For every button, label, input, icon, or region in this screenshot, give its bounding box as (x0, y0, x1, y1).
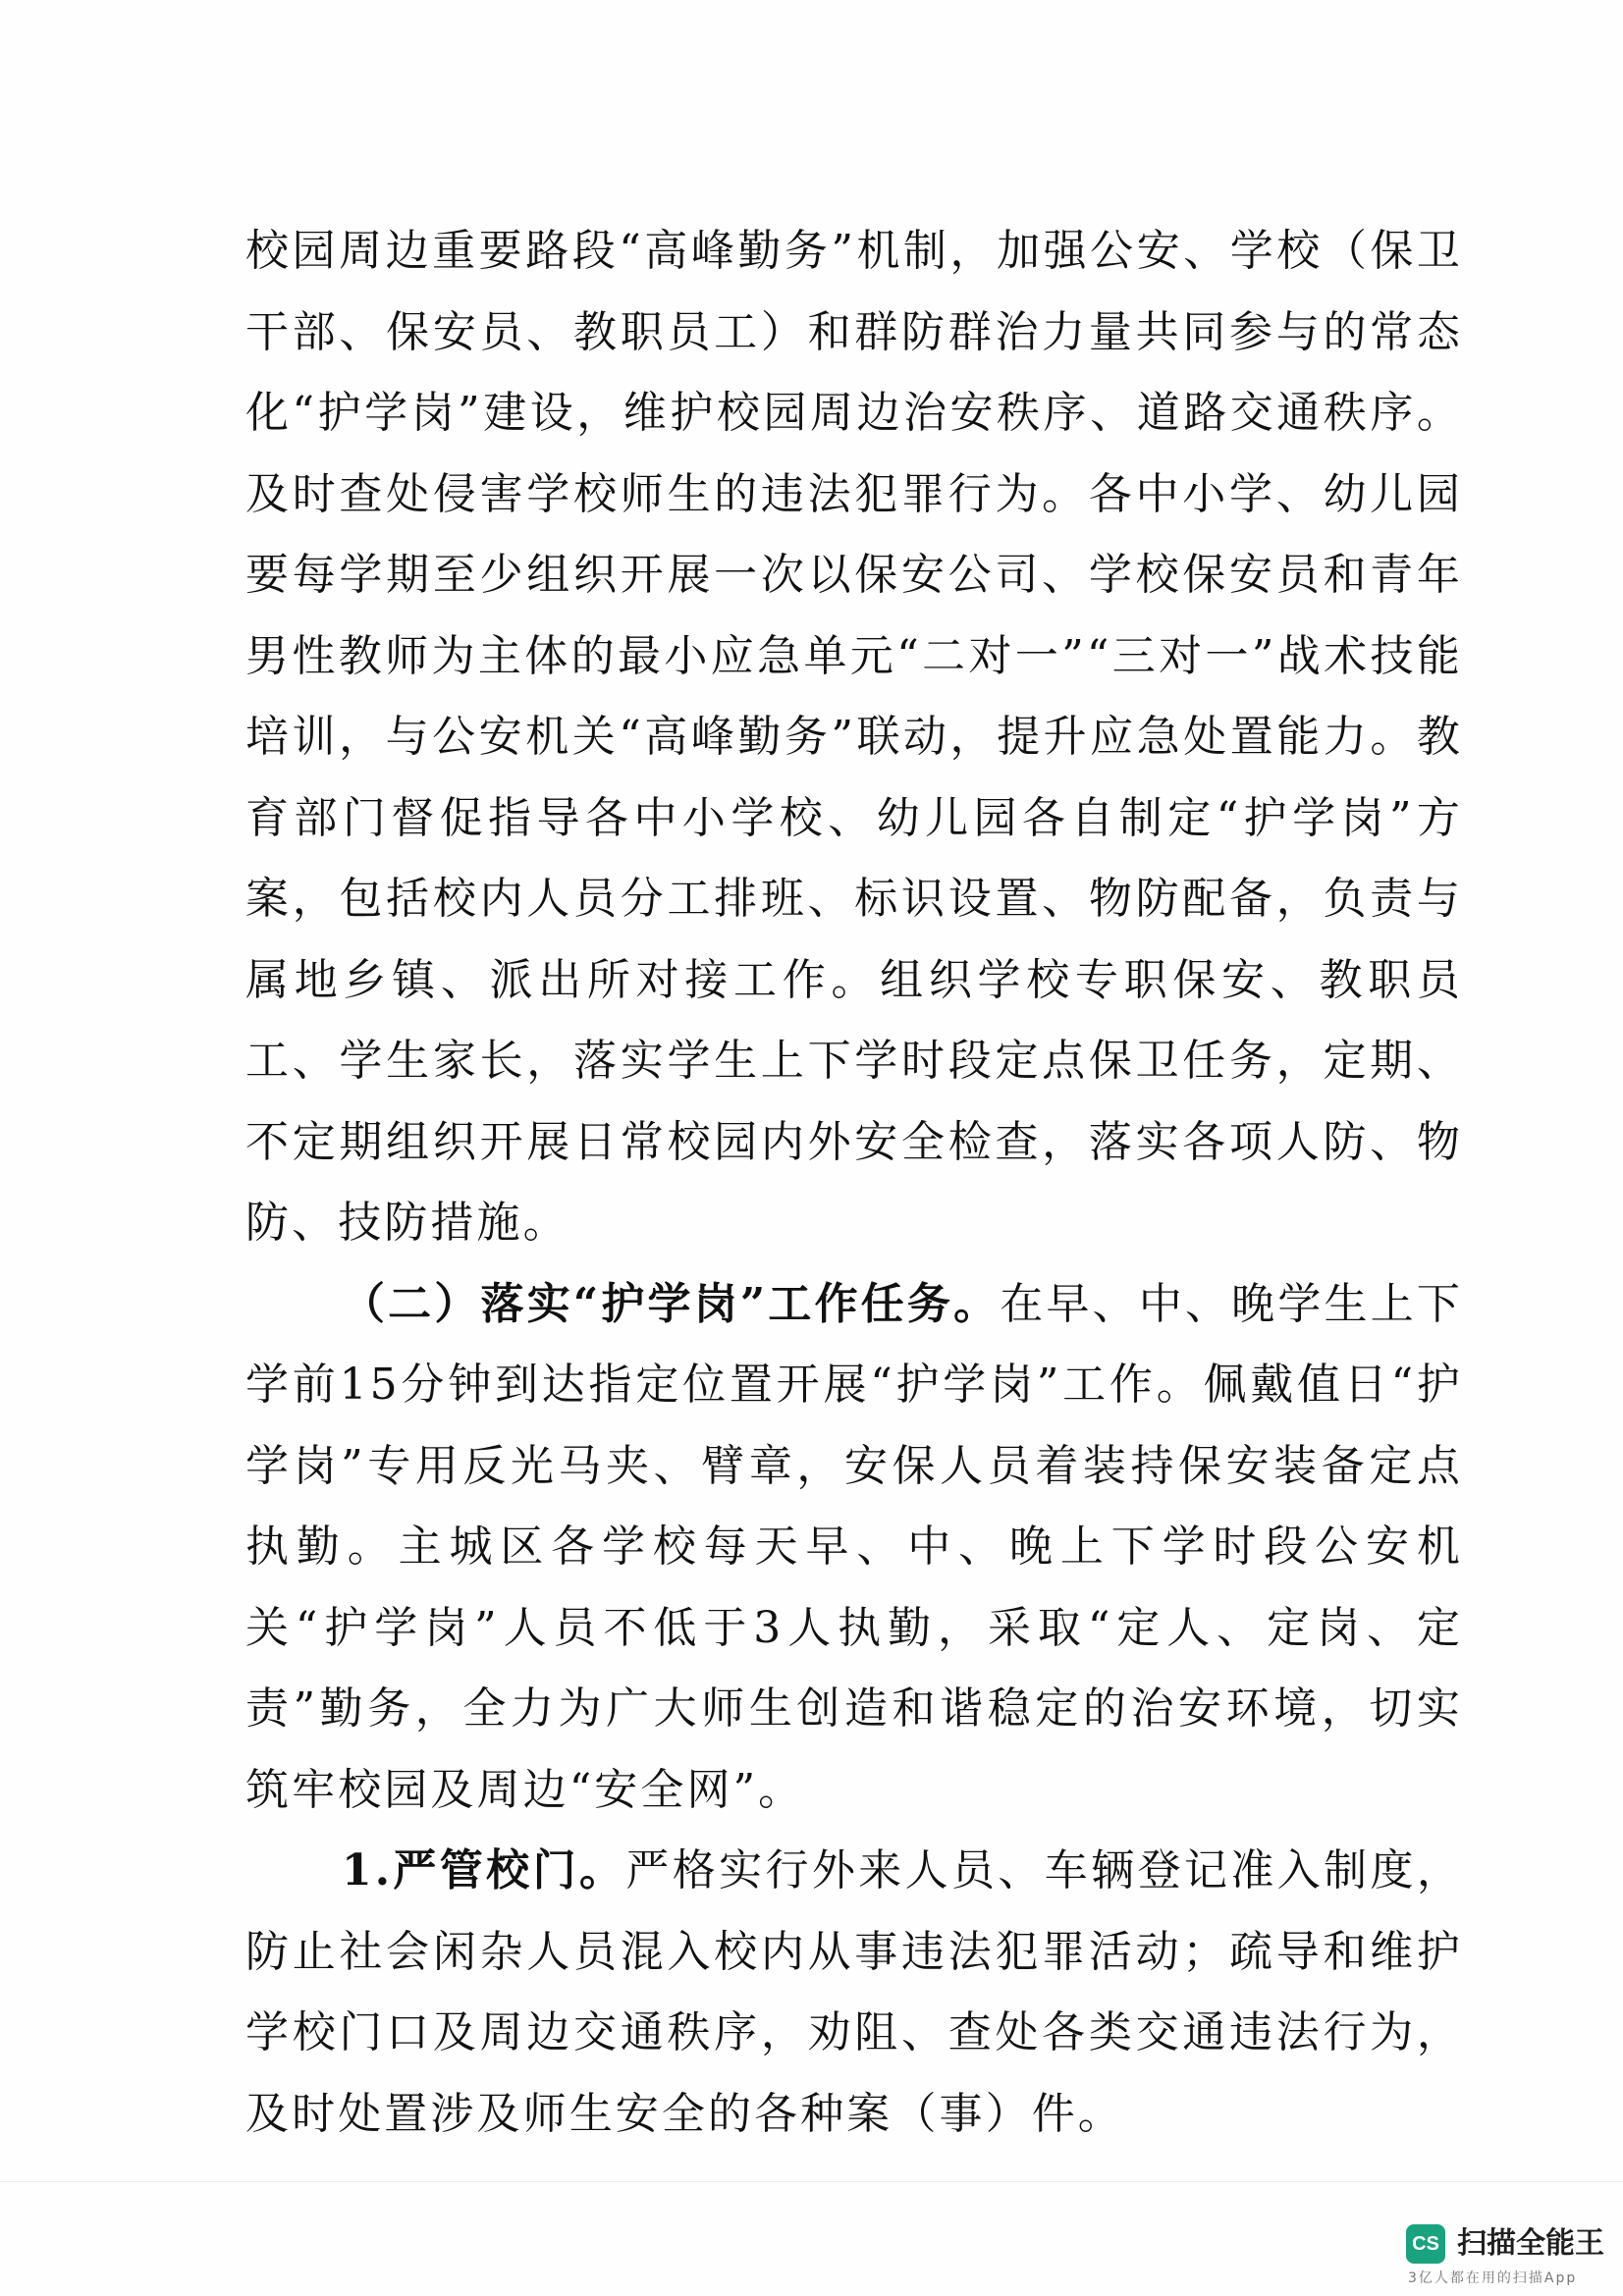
document-body (245, 211, 1463, 2155)
footer-divider (0, 2181, 1623, 2182)
item-1-heading: 1.严管校门。 (342, 1845, 626, 1896)
paragraph-item-1 (245, 1831, 1463, 2155)
watermark-subtitle: 3亿人都在用的扫描App (1408, 2270, 1578, 2286)
watermark-title: 扫描全能王 (1457, 2226, 1604, 2261)
item-1-body: 严格实行外来人员、车辆登记准入制度，防止社会闲杂人员混入校内从事违法犯罪活动；疏导和维护学校门口及周边交通秩序，劝阻、查处各类交通违法行为，及时处置涉及师生安全的各种案（事）件。 (245, 1845, 1463, 2139)
paragraph-section-2 (245, 1264, 1463, 1832)
paragraph-continuation: 校园周边重要路段“高峰勤务”机制，加强公安、学校（保卫干部、保安员、教职员工）和群防群治力量共同参与的常态化“护学岗”建设，维护校园周边治安秩序、道路交通秩序。及时查处侵害学校师生的违法犯罪行为。各中小学、幼儿园要每学期至少组织开展一次以保安公司、学校保安员和青年男性教师为主体的最小应急单元“二对一”“三对一”战术技能培训，与公安机关“高峰勤务”联动，提升应急处置能力。教育部门督促指导各中小学校、幼儿园各自制定“护学岗”方案，包括校内人员分工排班、标识设置、物防配备，负责与属地乡镇、派出所对接工作。组织学校专职保安、教职员工、学生家长，落实学生上下学时段定点保卫任务，定期、不定期组织开展日常校园内外安全检查，落实各项人防、物防、技防措施。 (245, 226, 1463, 1248)
section-2-body: 在早、中、晚学生上下学前15分钟到达指定位置开展“护学岗”工作。佩戴值日“护学岗”专用反光马夹、臂章，安保人员着装持保安装备定点执勤。主城区各学校每天早、中、晚上下学时段公安机关“护学岗”人员不低于3人执勤，采取“定人、定岗、定责”勤务，全力为广大师生创造和谐稳定的治安环境，切实筑牢校园及周边“安全网”。 (245, 1278, 1463, 1815)
section-2-heading: （二）落实“护学岗”工作任务。 (342, 1278, 1001, 1329)
camscanner-logo-icon: CS (1406, 2224, 1445, 2264)
scanner-watermark (1406, 2220, 1612, 2289)
